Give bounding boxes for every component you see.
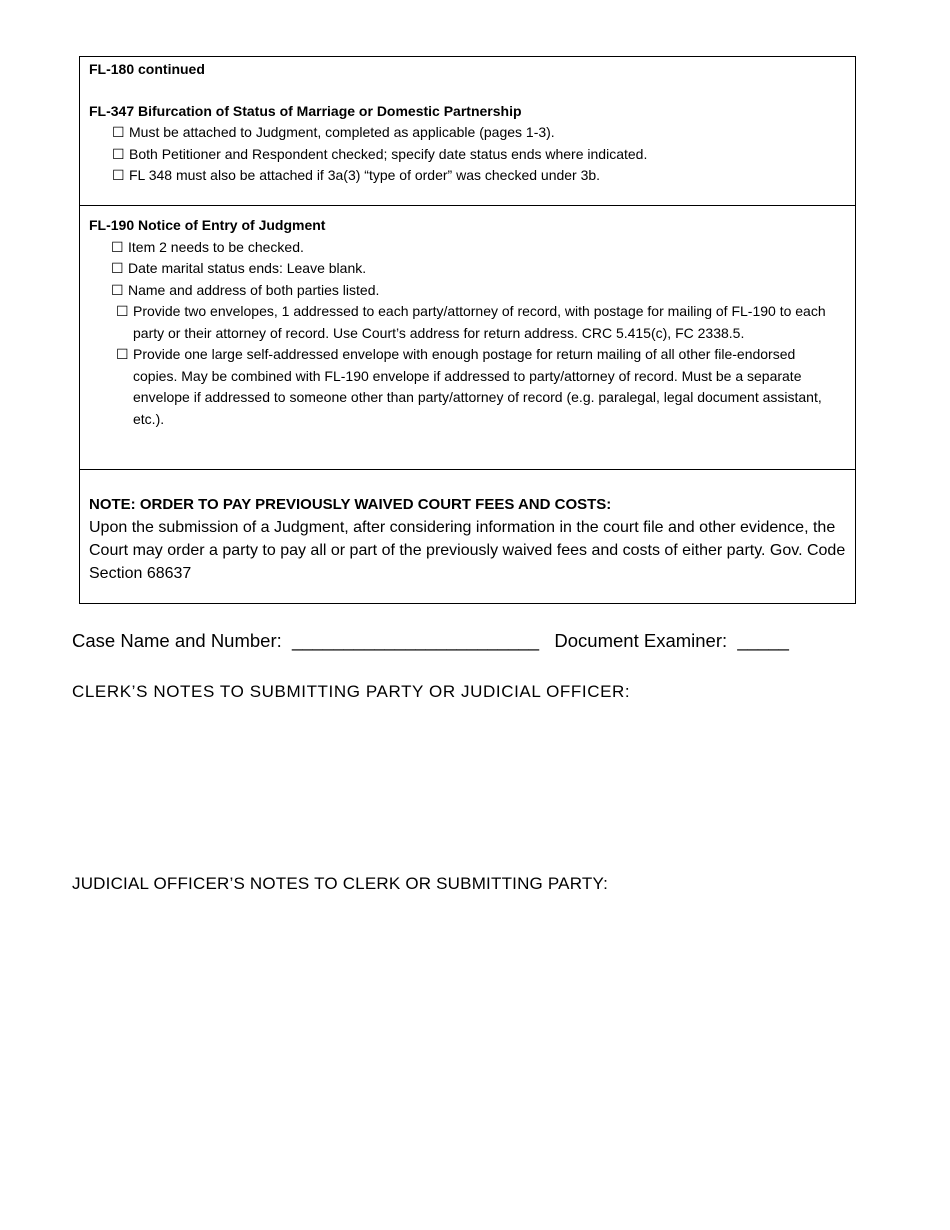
fl347-items [89, 122, 846, 187]
checkbox[interactable]: ☐ [111, 260, 124, 276]
case-info-line [72, 630, 789, 652]
checkbox[interactable]: ☐ [116, 346, 129, 362]
checklist-table [79, 56, 856, 604]
judicial-notes-heading: JUDICIAL OFFICER’S NOTES TO CLERK OR SUBMITTING PARTY: [72, 874, 608, 893]
checkbox[interactable]: ☐ [116, 303, 129, 319]
checkbox[interactable]: ☐ [111, 238, 124, 255]
examiner-label: Document Examiner: [554, 630, 728, 651]
checkbox[interactable]: ☐ [112, 145, 125, 162]
note-text: Upon the submission of a Judgment, after considering information in the court file and other evidence, the Court may order a party to pay all or part of the previously waived fees and costs of either party. Gov. Code Section 68637 [89, 519, 846, 582]
examiner-field[interactable]: _____ [737, 630, 789, 651]
fl347-section [80, 57, 855, 206]
checkbox[interactable]: ☐ [112, 124, 125, 140]
list-item: ☐ Must be attached to Judgment, completed as applicable (pages 1-3). [112, 122, 846, 144]
case-name-field[interactable]: ________________________ [292, 630, 539, 651]
list-item: ☐ Item 2 needs to be checked. [111, 237, 846, 259]
clerk-notes-heading: CLERK’S NOTES TO SUBMITTING PARTY OR JUDICIAL OFFICER: [72, 682, 631, 701]
checkbox[interactable]: ☐ [111, 281, 124, 298]
fl190-title: FL-190 Notice of Entry of Judgment [89, 217, 326, 233]
checkbox[interactable]: ☐ [112, 167, 125, 183]
list-item: ☐ Provide two envelopes, 1 addressed to each party/attorney of record, with postage for mailing of FL-190 to each party or their attorney of record. Use Court’s address for return address. CRC 5.415(c), FC 2338.5. [116, 303, 826, 341]
list-item: ☐ Date marital status ends: Leave blank. [111, 258, 846, 280]
list-item: ☐ Both Petitioner and Respondent checked; specify date status ends where indicated. [112, 144, 846, 166]
note-title: NOTE: ORDER TO PAY PREVIOUSLY WAIVED COURT FEES AND COSTS: [89, 496, 612, 513]
note-section [80, 470, 855, 603]
fl190-section [80, 206, 855, 470]
list-item: ☐ FL 348 must also be attached if 3a(3) “type of order” was checked under 3b. [112, 165, 846, 187]
fl347-title: FL-347 Bifurcation of Status of Marriage or Domestic Partnership [89, 102, 522, 119]
fl190-items [89, 237, 846, 302]
list-item: ☐ Provide one large self-addressed envelope with enough postage for return mailing of all other file-endorsed copies. May be combined with FL-190 envelope if addressed to party/attorney of record. Must be a separate envelope if addressed to someone other than party/attorney of record (e.g. paralegal, legal document assistant, etc.). [116, 346, 822, 427]
list-item: ☐ Name and address of both parties listed. [111, 280, 846, 302]
continued-label: FL-180 continued [89, 61, 205, 77]
case-label: Case Name and Number: [72, 630, 282, 651]
fl190-items-long [89, 301, 846, 430]
